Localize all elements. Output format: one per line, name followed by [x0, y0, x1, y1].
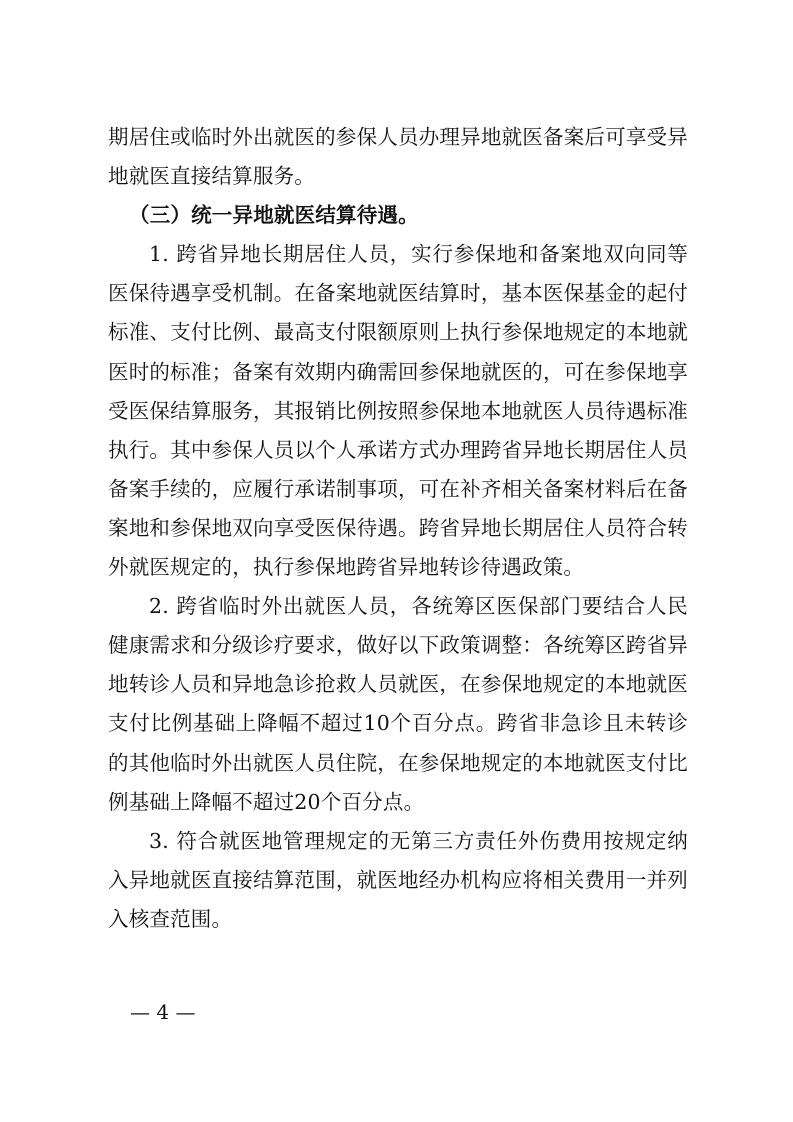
paragraph-continuation: 期居住或临时外出就医的参保人员办理异地就医备案后可享受异地就医直接结算服务。: [108, 125, 688, 189]
paragraph-item-3: 3. 符合就医地管理规定的无第三方责任外伤费用按规定纳入异地就医直接结算范围，就医地经办机构应将相关费用一并列入核查范围。: [108, 828, 688, 931]
paragraph-item-1: 1. 跨省异地长期居住人员，实行参保地和备案地双向同等医保待遇享受机制。在备案地就医结算时，基本医保基金的起付标准、支付比例、最高支付限额原则上执行参保地规定的本地就医时的标准；备案有效期内确需回参保地就医的，可在参保地享受医保结算服务，其报销比例按照参保地本地就医人员待遇标准执行。其中参保人员以个人承诺方式办理跨省异地长期居住人员备案手续的，应履行承诺制事项，可在补齐相关备案材料后在备案地和参保地双向享受医保待遇。跨省异地长期居住人员符合转外就医规定的，执行参保地跨省异地转诊待遇政策。: [108, 242, 688, 580]
page-number: — 4 —: [130, 1000, 196, 1024]
paragraph-item-2: 2. 跨省临时外出就医人员，各统筹区医保部门要结合人民健康需求和分级诊疗要求，做好以下政策调整：各统筹区跨省异地转诊人员和异地急诊抢救人员就医，在参保地规定的本地就医支付比例基础上降幅不超过10个百分点。跨省非急诊且未转诊的其他临时外出就医人员住院，在参保地规定的本地就医支付比例基础上降幅不超过20个百分点。: [108, 594, 688, 814]
document-body: [108, 118, 688, 939]
section-heading: （三）统一异地就医结算待遇。: [129, 203, 419, 228]
